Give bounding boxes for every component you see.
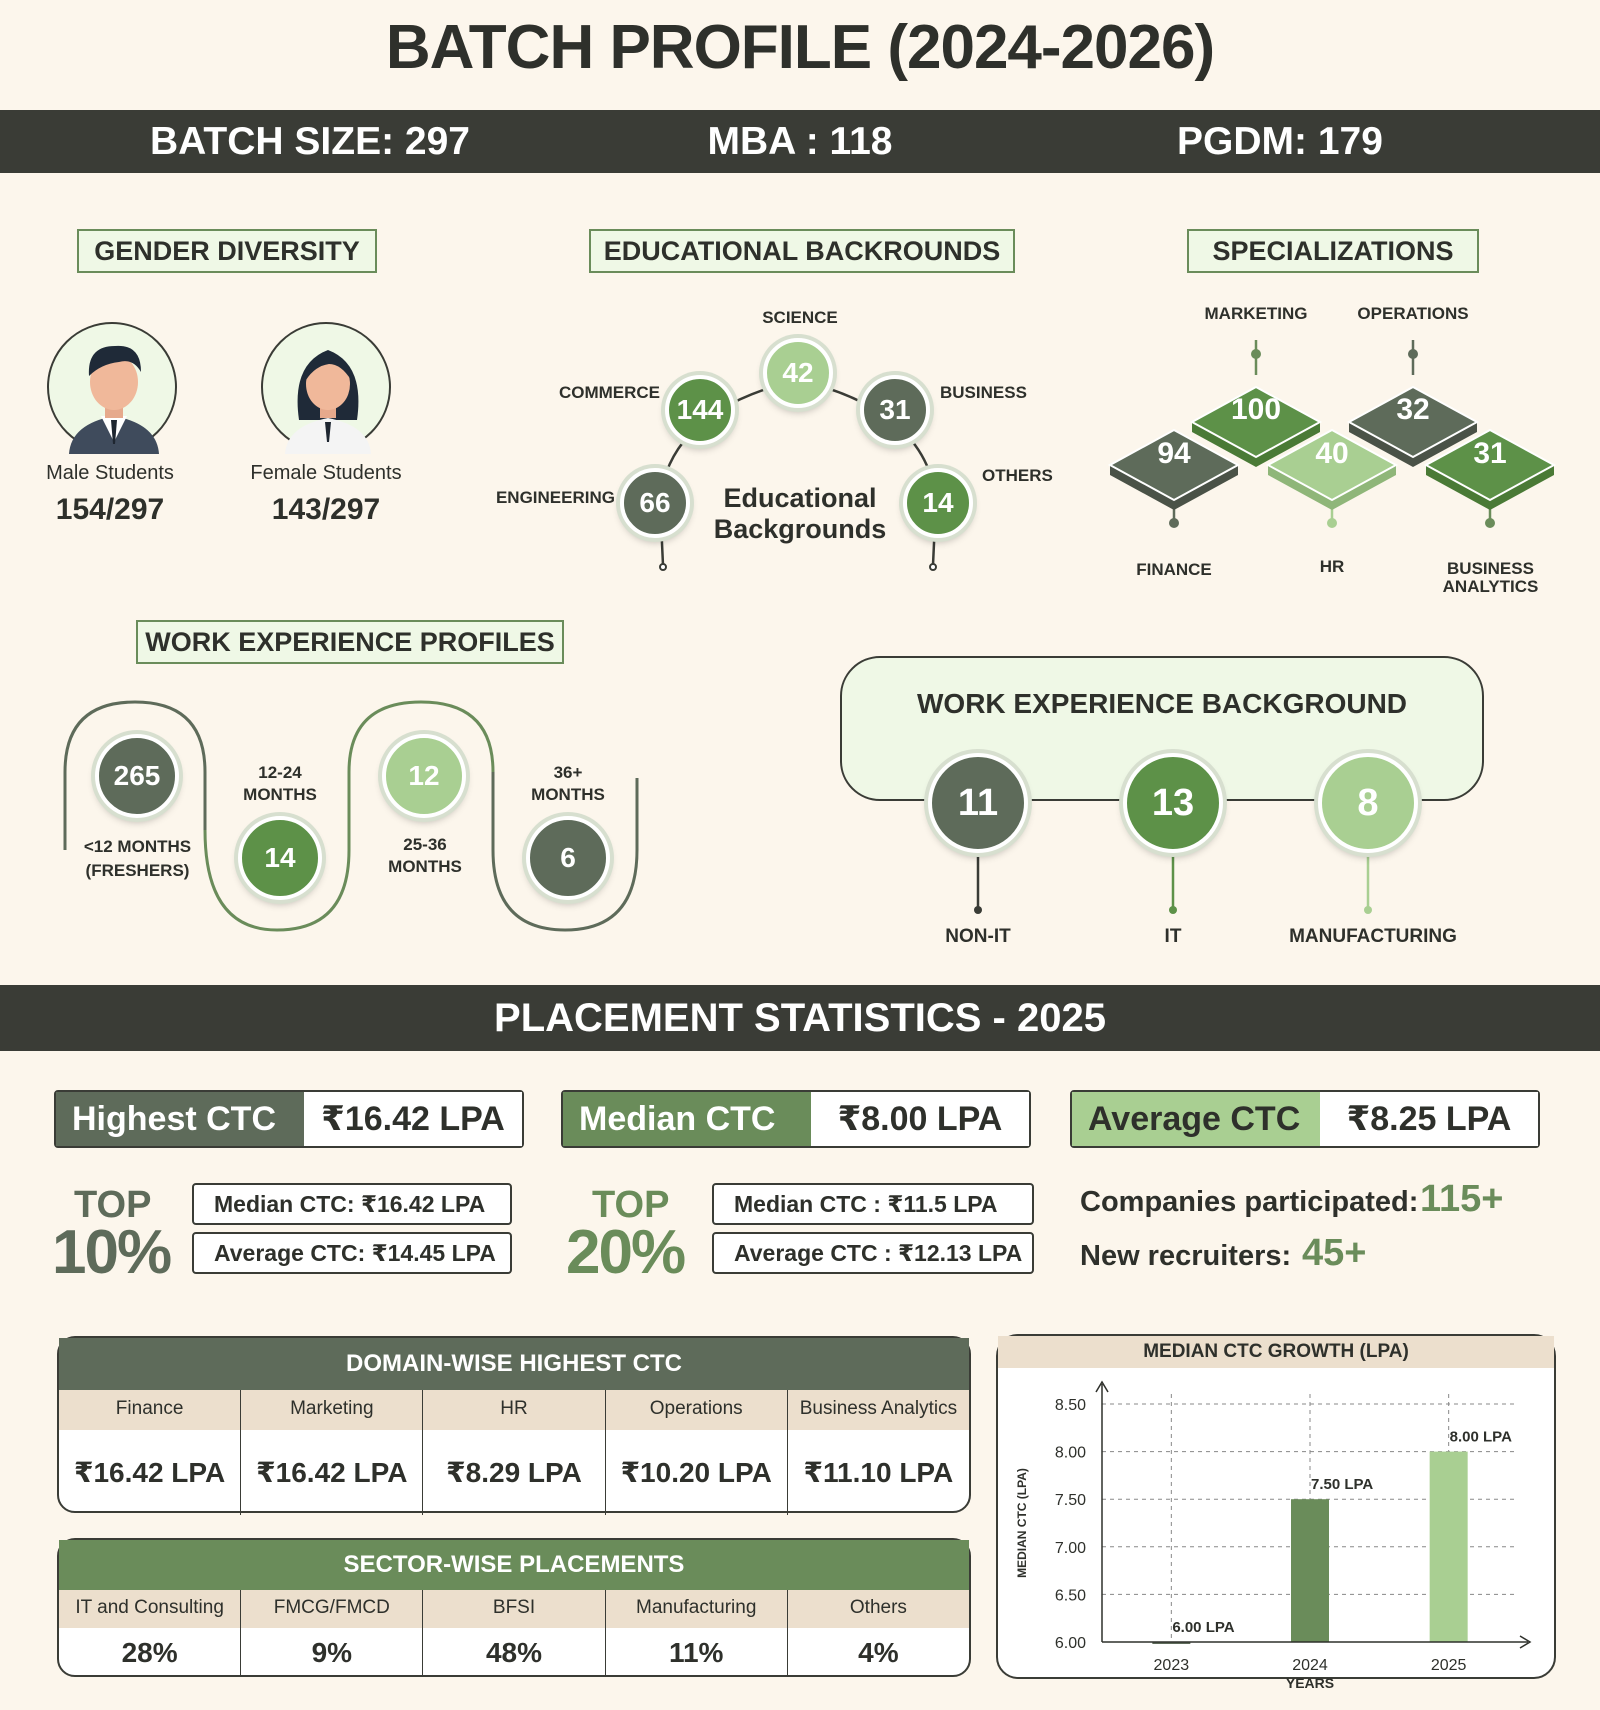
median-ctc-box	[561, 1090, 1031, 1148]
domain-col-finance: Finance	[59, 1390, 241, 1430]
sector-val-others: 4%	[858, 1637, 899, 1668]
domain-table-value-row	[59, 1430, 969, 1515]
top10-median: Median CTC: ₹16.42 LPA	[192, 1183, 512, 1225]
edu-business-label: BUSINESS	[940, 383, 1027, 402]
domain-val-finance: ₹16.42 LPA	[59, 1430, 241, 1515]
top20-word: TOP	[592, 1184, 670, 1226]
recruiters-value: 45+	[1302, 1232, 1367, 1274]
female-value: 143/297	[271, 493, 381, 526]
wb-it-label: IT	[1164, 926, 1182, 947]
sector-table-header-row	[59, 1590, 969, 1628]
placement-heading: PLACEMENT STATISTICS - 2025	[0, 985, 1600, 1051]
chart-ytick-label: 8.00	[1054, 1444, 1086, 1462]
sector-val-manufacturing: 11%	[606, 1628, 788, 1677]
domain-table-heading: DOMAIN-WISE HIGHEST CTC	[59, 1338, 969, 1390]
male-value: 154/297	[55, 493, 165, 526]
sector-val-fmcg: 9%	[241, 1628, 423, 1677]
wp-36plus-label	[508, 762, 628, 806]
top20-median: Median CTC : ₹11.5 LPA	[712, 1183, 1034, 1225]
mba-count: MBA : 118	[707, 120, 893, 163]
companies-value: 115+	[1420, 1178, 1504, 1220]
chart-ytick-label: 8.50	[1054, 1397, 1086, 1414]
female-icon	[263, 324, 393, 454]
average-ctc-value: ₹8.25 LPA	[1320, 1092, 1538, 1146]
spec-hr-value: 40	[1315, 437, 1349, 470]
spec-operations-label: OPERATIONS	[1357, 304, 1469, 323]
sector-col-bfsi: BFSI	[423, 1590, 605, 1628]
wp-36plus-circle: 6	[526, 816, 610, 900]
wp-freshers-label	[60, 835, 215, 883]
top20-average: Average CTC : ₹12.13 LPA	[712, 1232, 1034, 1274]
edu-commerce-circle: 144	[665, 375, 735, 445]
male-icon	[49, 324, 179, 454]
wp-25-36-label	[365, 834, 485, 878]
spec-analytics-label: BUSINESS ANALYTICS	[1442, 559, 1539, 596]
female-label: Female Students	[250, 462, 402, 484]
sector-table	[57, 1538, 971, 1677]
domain-col-hr: HR	[423, 1390, 605, 1430]
median-ctc-value: ₹8.00 LPA	[811, 1092, 1029, 1146]
chart-xtick-label: 2024	[1292, 1657, 1328, 1674]
spec-finance-label: FINANCE	[1136, 560, 1212, 579]
wp-12-24-label-2: MONTHS	[243, 785, 317, 804]
spec-marketing-value: 100	[1230, 393, 1282, 426]
chart-data-label: 8.00 LPA	[1449, 1428, 1512, 1446]
edu-engineering-circle: 66	[620, 468, 690, 538]
pgdm-count: PGDM: 179	[1177, 120, 1383, 163]
average-ctc-box	[1070, 1090, 1540, 1148]
top10-pct: 10%	[52, 1218, 171, 1287]
wp-12-24-circle: 14	[238, 816, 322, 900]
wp-freshers-label-1: <12 MONTHS	[83, 837, 192, 856]
domain-val-hr: ₹8.29 LPA	[423, 1430, 605, 1515]
edu-science-circle: 42	[763, 338, 833, 408]
chart-ylabel: MEDIAN CTC (LPA)	[1015, 1468, 1029, 1578]
education-heading: EDUCATIONAL BACKROUNDS	[589, 229, 1015, 273]
sector-table-heading: SECTOR-WISE PLACEMENTS	[59, 1540, 969, 1590]
edu-science-label: SCIENCE	[762, 308, 838, 327]
edu-others-label: OTHERS	[982, 466, 1053, 485]
chart-data-label: 6.00 LPA	[1172, 1619, 1235, 1636]
specializations-heading: SPECIALIZATIONS	[1187, 229, 1479, 273]
domain-val-analytics: ₹11.10 LPA	[803, 1457, 954, 1488]
domain-table-header-row	[59, 1390, 969, 1430]
chart-xlabel: YEARS	[1285, 1675, 1335, 1691]
batch-bar	[0, 110, 1600, 173]
domain-table	[57, 1336, 971, 1513]
work-profiles-heading: WORK EXPERIENCE PROFILES	[136, 620, 564, 664]
sector-val-bfsi: 48%	[423, 1628, 605, 1677]
edu-center-line2: Backgrounds	[713, 514, 887, 544]
chart-bar	[1430, 1452, 1468, 1642]
highest-ctc-box	[54, 1090, 524, 1148]
domain-col-analytics: Business Analytics	[799, 1398, 958, 1419]
median-ctc-chart	[996, 1334, 1556, 1691]
wp-freshers-circle: 265	[95, 734, 179, 818]
domain-col-marketing: Marketing	[241, 1390, 423, 1430]
edu-commerce-label: COMMERCE	[558, 383, 660, 402]
sector-val-it: 28%	[59, 1628, 241, 1677]
wp-25-36-circle: 12	[382, 734, 466, 818]
top10-average: Average CTC: ₹14.45 LPA	[192, 1232, 512, 1274]
sector-col-it: IT and Consulting	[59, 1590, 241, 1628]
wb-nonit-label: NON-IT	[945, 926, 1011, 947]
female-avatar	[261, 322, 391, 452]
sector-table-value-row	[59, 1628, 969, 1677]
top10-word: TOP	[74, 1184, 152, 1226]
domain-val-marketing: ₹16.42 LPA	[241, 1430, 423, 1515]
sector-col-manufacturing: Manufacturing	[606, 1590, 788, 1628]
spec-hr-label: HR	[1319, 557, 1345, 576]
wp-25-36-label-2: MONTHS	[388, 857, 462, 876]
wb-it-circle: 13	[1123, 753, 1223, 853]
average-ctc-label: Average CTC	[1072, 1092, 1320, 1146]
wp-36plus-label-1: 36+	[553, 763, 583, 782]
spec-operations-value: 32	[1396, 393, 1430, 426]
edu-center-line1: Educational	[723, 483, 877, 513]
chart-data-label: 7.50 LPA	[1311, 1476, 1374, 1494]
chart-ytick-label: 7.50	[1054, 1492, 1086, 1510]
wp-25-36-label-1: 25-36	[403, 835, 447, 854]
wb-manufacturing-circle: 8	[1318, 753, 1418, 853]
spec-marketing-label: MARKETING	[1204, 304, 1308, 323]
wp-12-24-label	[220, 762, 340, 806]
work-background-heading: WORK EXPERIENCE BACKGROUND	[916, 688, 1408, 719]
domain-val-operations: ₹10.20 LPA	[606, 1430, 788, 1515]
chart-xtick-label: 2023	[1153, 1657, 1190, 1674]
work-background-lines	[900, 850, 1420, 920]
chart-ytick-label: 7.00	[1054, 1539, 1086, 1557]
highest-ctc-value: ₹16.42 LPA	[304, 1092, 522, 1146]
median-ctc-label: Median CTC	[563, 1092, 811, 1146]
edu-others-circle: 14	[903, 468, 973, 538]
chart-plot	[998, 1368, 1558, 1691]
top20-pct: 20%	[566, 1218, 685, 1287]
batch-size: BATCH SIZE: 297	[150, 120, 470, 163]
edu-center-label	[700, 483, 900, 545]
highest-ctc-label: Highest CTC	[56, 1092, 304, 1146]
page-title: BATCH PROFILE (2024-2026)	[385, 13, 1215, 82]
male-avatar	[47, 322, 177, 452]
recruiters-label: New recruiters:	[1080, 1240, 1292, 1272]
chart-ytick-label: 6.00	[1054, 1635, 1086, 1652]
domain-col-operations: Operations	[606, 1390, 788, 1430]
wb-manufacturing-label: MANUFACTURING	[1289, 926, 1457, 947]
wp-freshers-label-2: (FRESHERS)	[85, 861, 190, 880]
companies-label: Companies participated:	[1080, 1186, 1419, 1218]
edu-business-circle: 31	[860, 375, 930, 445]
edu-engineering-label: ENGINEERING	[495, 488, 615, 507]
chart-bar	[1291, 1499, 1329, 1642]
wp-12-24-label-1: 12-24	[258, 763, 302, 782]
sector-col-others: Others	[849, 1597, 907, 1618]
spec-analytics-value: 31	[1473, 437, 1507, 470]
sector-col-fmcg: FMCG/FMCD	[241, 1590, 423, 1628]
spec-finance-value: 94	[1157, 437, 1191, 470]
chart-xtick-label: 2025	[1430, 1657, 1467, 1674]
chart-title: MEDIAN CTC GROWTH (LPA)	[998, 1336, 1554, 1368]
gender-heading: GENDER DIVERSITY	[77, 229, 377, 273]
chart-ytick-label: 6.50	[1054, 1587, 1086, 1605]
male-label: Male Students	[46, 462, 174, 484]
wb-nonit-circle: 11	[928, 753, 1028, 853]
wp-36plus-label-2: MONTHS	[531, 785, 605, 804]
